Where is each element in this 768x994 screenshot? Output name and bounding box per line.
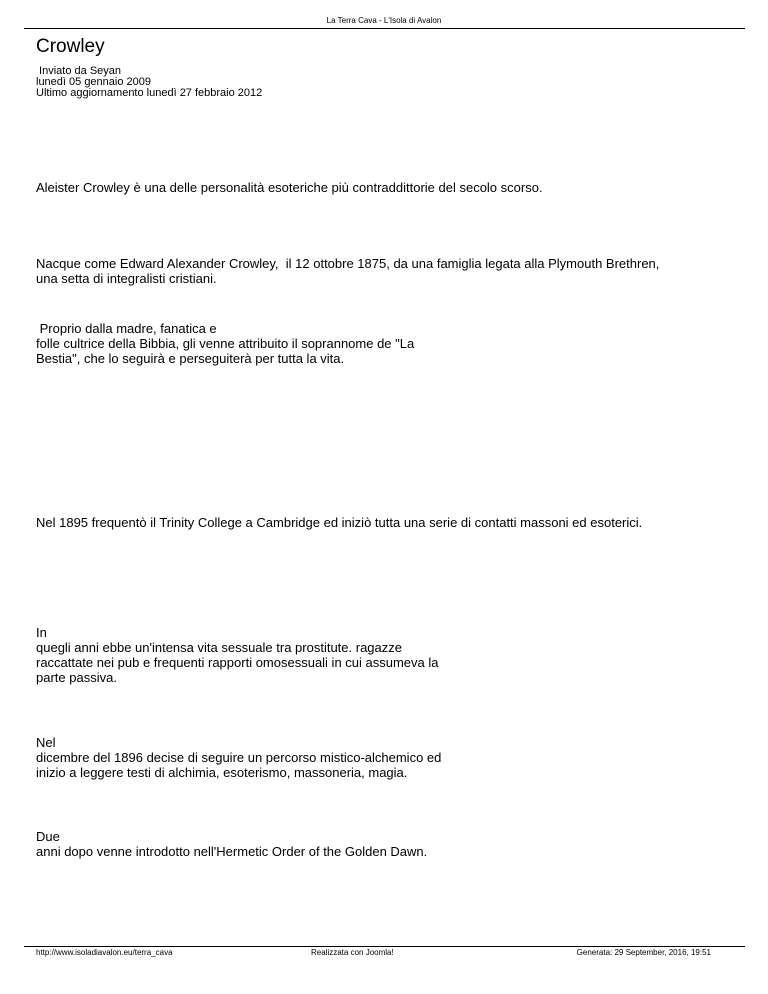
paragraph-line: In (36, 625, 47, 640)
article-paragraph (36, 829, 736, 859)
article-title: Crowley (36, 36, 105, 57)
paragraph-line: inizio a leggere testi di alchimia, esoterismo, massoneria, magia. (36, 765, 408, 780)
paragraph-line: folle cultrice della Bibbia, gli venne attribuito il soprannome de "La (36, 336, 415, 351)
article-paragraph (36, 180, 736, 195)
article-paragraph (36, 321, 736, 366)
paragraph-line: dicembre del 1896 decise di seguire un percorso mistico-alchemico ed (36, 750, 442, 765)
header-divider (24, 28, 745, 29)
paragraph-line: una setta di integralisti cristiani. (36, 271, 217, 286)
paragraph-line: quegli anni ebbe un'intensa vita sessuale tra prostitute. ragazze (36, 640, 402, 655)
article-paragraph (36, 515, 736, 530)
paragraph-line: anni dopo venne introdotto nell'Hermetic Order of the Golden Dawn. (36, 844, 428, 859)
article-paragraph (36, 625, 736, 685)
article-paragraph (36, 256, 736, 286)
paragraph-line: Proprio dalla madre, fanatica e (36, 321, 217, 336)
updated-line: Ultimo aggiornamento lunedì 27 febbraio 2012 (36, 87, 263, 99)
paragraph-line: Nel (36, 735, 56, 750)
date-line: lunedì 05 gennaio 2009 (36, 76, 151, 88)
paragraph-line: Bestia", che lo seguirà e perseguiterà per tutta la vita. (36, 351, 345, 366)
footer-credit: Realizzata con Joomla! (311, 948, 394, 957)
paragraph-line: Nel 1895 frequentò il Trinity College a Cambridge ed iniziò tutta una serie di contatti massoni ed esoterici. (36, 515, 643, 530)
article-paragraph (36, 735, 736, 780)
paragraph-line: Due (36, 829, 60, 844)
author-line: Inviato da Seyan (36, 65, 122, 77)
footer-divider (24, 946, 745, 947)
article-meta (36, 66, 262, 99)
footer-site-link[interactable]: http://www.isoladiavalon.eu/terra_cava (36, 948, 173, 957)
paragraph-line: raccattate nei pub e frequenti rapporti omosessuali in cui assumeva la (36, 655, 439, 670)
footer-generated-date: Generata: 29 September, 2016, 19:51 (576, 948, 711, 957)
paragraph-line: parte passiva. (36, 670, 117, 685)
paragraph-line: Nacque come Edward Alexander Crowley, il 12 ottobre 1875, da una famiglia legata alla Plymouth Brethren, (36, 256, 660, 271)
paragraph-line: Aleister Crowley è una delle personalità esoteriche più contraddittorie del secolo scorso. (36, 180, 543, 195)
site-header-title: La Terra Cava - L'Isola di Avalon (326, 16, 442, 25)
